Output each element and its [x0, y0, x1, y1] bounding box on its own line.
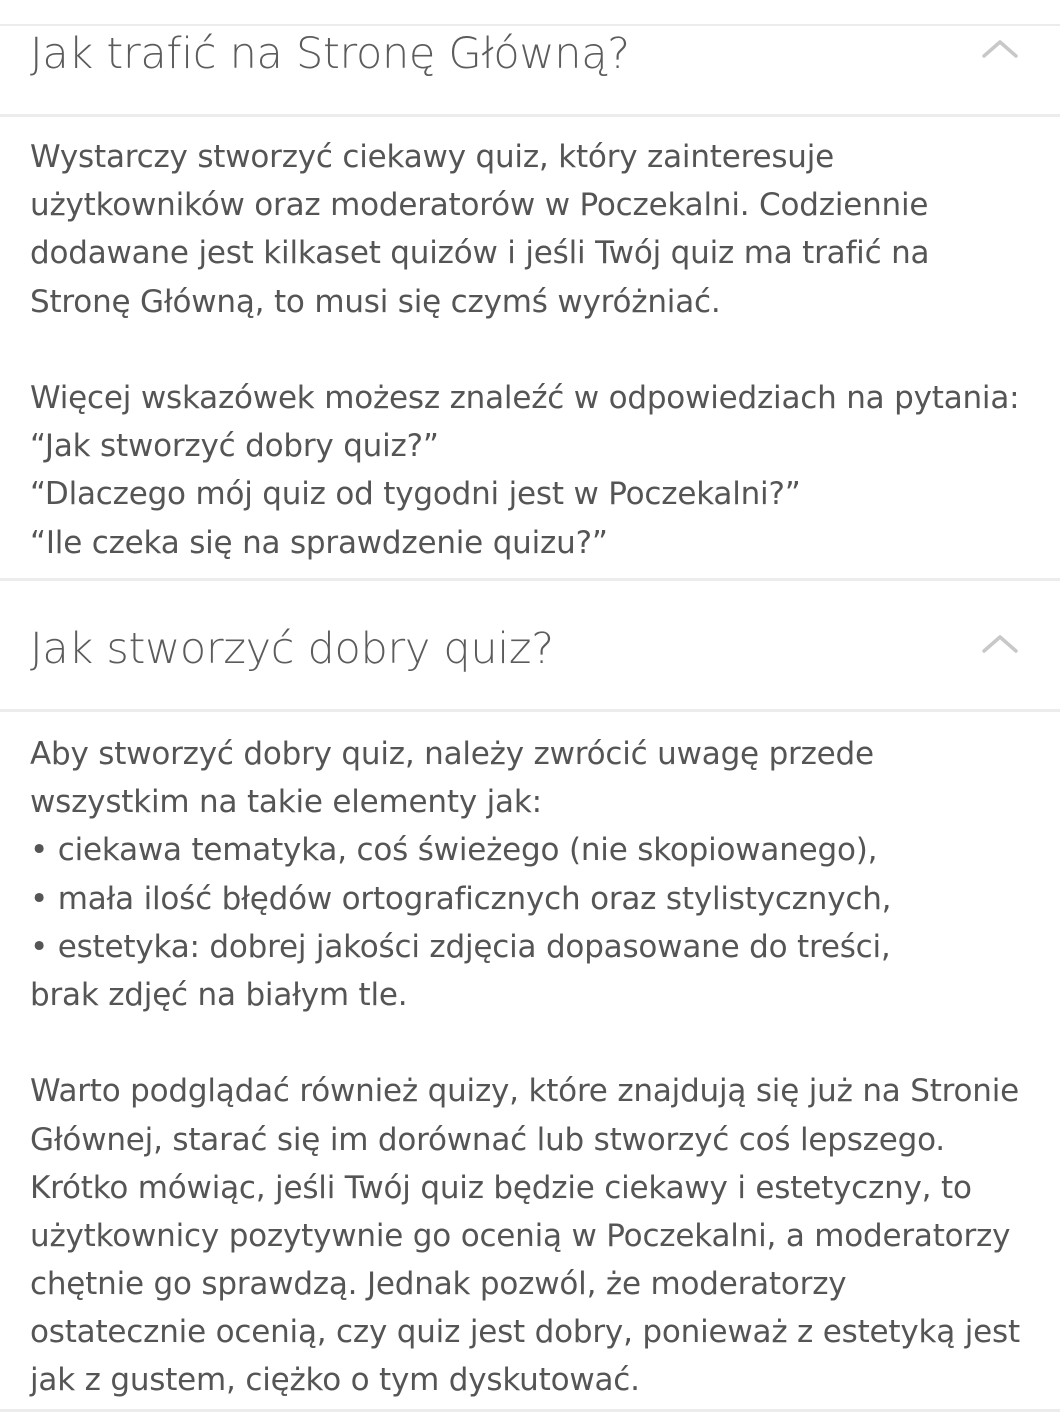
answer-line: Więcej wskazówek możesz znaleźć w odpowiedziach na pytania: [30, 379, 1020, 416]
chevron-up-icon[interactable] [980, 629, 1020, 657]
related-question-link: “Dlaczego mój quiz od tygodni jest w Poczekalni?” [30, 476, 801, 513]
answer-bullet: • mała ilość błędów ortograficznych oraz stylistycznych, [30, 880, 892, 917]
answer-line: Głównej, starać się im dorównać lub stworzyć coś lepszego. [30, 1121, 945, 1158]
faq-divider [0, 1409, 1060, 1412]
paragraph-gap [30, 326, 1050, 374]
answer-line: Wystarczy stworzyć ciekawy quiz, który zainteresuje [30, 139, 835, 175]
faq-question-1[interactable] [0, 26, 1060, 114]
faq-question-title: Jak trafić na Stronę Główną? [30, 29, 630, 79]
answer-line: brak zdjęć na białym tle. [30, 976, 408, 1013]
answer-bullet: • ciekawa tematyka, coś świeżego (nie skopiowanego), [30, 832, 878, 869]
faq-question-2[interactable] [0, 581, 1060, 709]
faq-question-title: Jak stworzyć dobry quiz? [30, 624, 554, 674]
answer-line: Aby stworzyć dobry quiz, należy zwrócić uwagę przede [30, 736, 874, 772]
answer-line: Stronę Główną, to musi się czymś wyróżniać. [30, 283, 721, 320]
answer-line: dodawane jest kilkaset quizów i jeśli Twój quiz ma trafić na [30, 235, 930, 272]
faq-divider [0, 709, 1060, 712]
answer-line: chętnie go sprawdzą. Jednak pozwól, że moderatorzy [30, 1266, 847, 1303]
paragraph-gap [30, 1019, 1050, 1067]
faq-divider [0, 114, 1060, 117]
answer-bullet: • estetyka: dobrej jakości zdjęcia dopasowane do treści, [30, 928, 891, 965]
answer-line: użytkowników oraz moderatorów w Poczekalni. Codziennie [30, 187, 929, 224]
related-question-link: “Jak stworzyć dobry quiz?” [30, 428, 439, 465]
chevron-up-icon[interactable] [980, 34, 1020, 62]
answer-line: Warto podglądać również quizy, które znajdują się już na Stronie [30, 1073, 1020, 1110]
answer-line: wszystkim na takie elementy jak: [30, 784, 542, 821]
faq-answer-1 [30, 133, 1050, 567]
related-question-link: “Ile czeka się na sprawdzenie quizu?” [30, 524, 608, 561]
answer-line: jak z gustem, ciężko o tym dyskutować. [30, 1362, 640, 1399]
answer-line: użytkownicy pozytywnie go ocenią w Poczekalni, a moderatorzy [30, 1217, 1011, 1254]
answer-line: ostatecznie ocenią, czy quiz jest dobry, ponieważ z estetyką jest [30, 1314, 1020, 1351]
faq-answer-2 [30, 730, 1050, 1405]
answer-line: Krótko mówiąc, jeśli Twój quiz będzie ciekawy i estetyczny, to [30, 1169, 972, 1206]
